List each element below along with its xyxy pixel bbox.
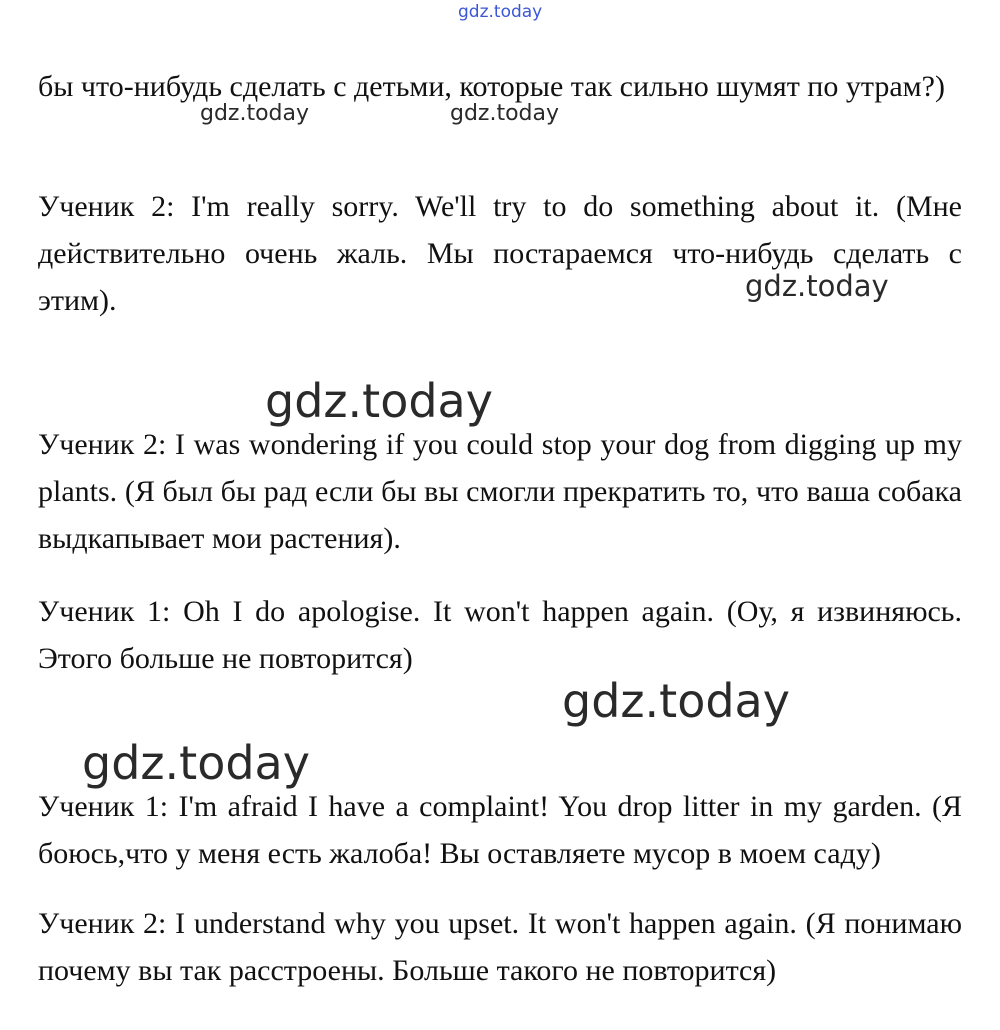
paragraph-2: Ученик 2: I'm really sorry. We'll try to do something about it. (Мне действительно очень жаль. Мы постараемся что-нибудь сделать с этим).	[38, 190, 962, 317]
watermark-large-3: gdz.today	[82, 736, 310, 790]
watermark-top: gdz.today	[458, 2, 543, 22]
paragraph-3: Ученик 2: I was wondering if you could stop your dog from digging up my plants. (Я был бы рад если бы вы смогли прекратить то, что ваша собака выдкапывает мои растения).	[38, 428, 962, 555]
watermark-large-1: gdz.today	[265, 374, 493, 428]
paragraph-5: Ученик 1: I'm afraid I have a complaint! You drop litter in my garden. (Я боюсь,что у меня есть жалоба! Вы оставляете мусор в моем саду)	[38, 790, 962, 870]
watermark-large-2: gdz.today	[562, 674, 790, 728]
paragraph-4: Ученик 1: Oh I do apologise. It won't happen again. (Оу, я извиняюсь. Этого больше не повторится)	[38, 595, 962, 675]
watermark-small-2: gdz.today	[450, 101, 560, 126]
watermark-small-1: gdz.today	[200, 101, 310, 126]
watermark-medium-1: gdz.today	[745, 269, 889, 303]
paragraph-1: бы что-нибудь сделать с детьми, которые так сильно шумят по утрам?)	[38, 70, 945, 103]
paragraph-6: Ученик 2: I understand why you upset. It won't happen again. (Я понимаю почему вы так расстроены. Больше такого не повторится)	[38, 907, 962, 987]
